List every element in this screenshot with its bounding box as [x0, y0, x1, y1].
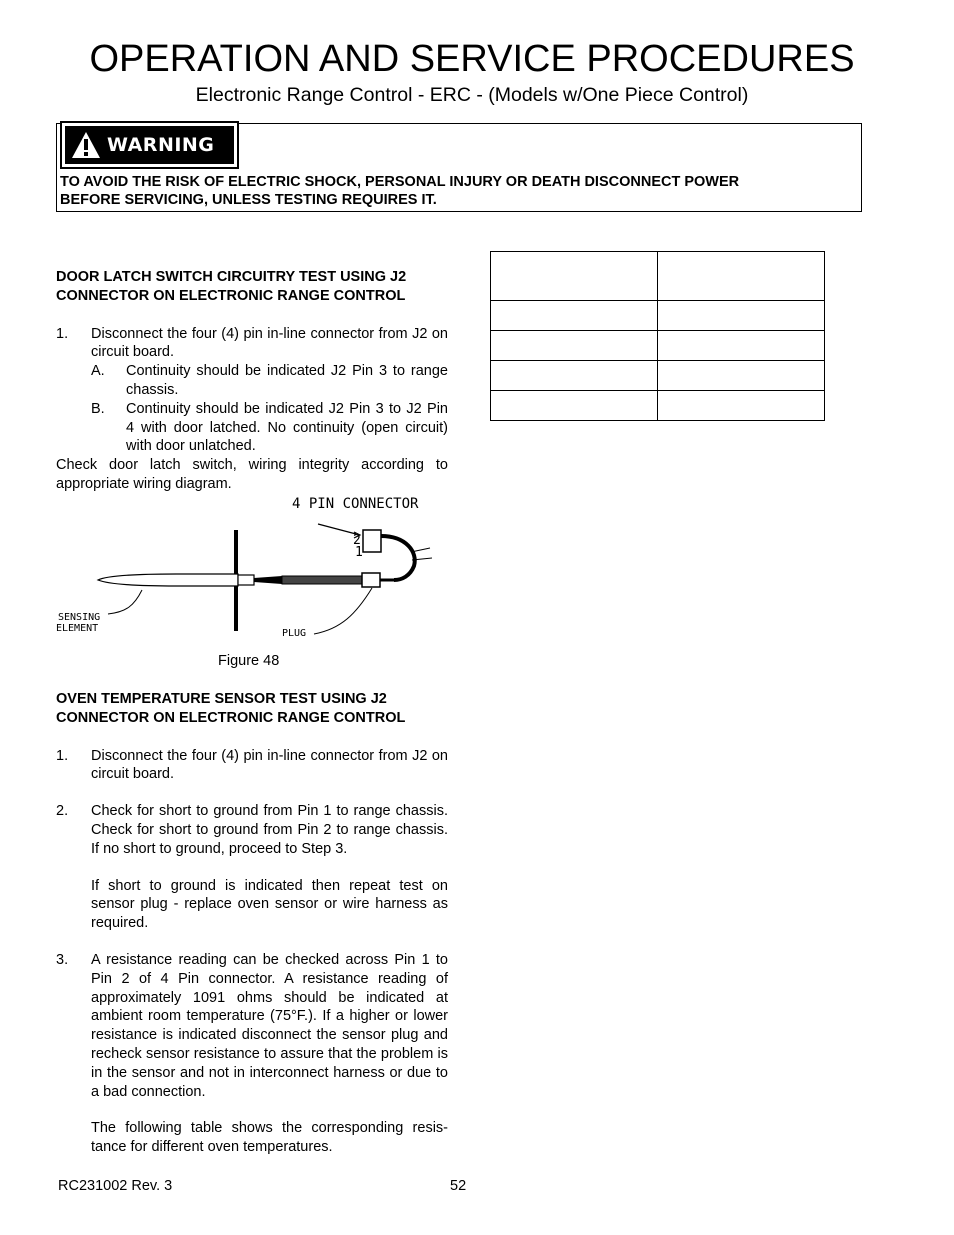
table-row — [491, 301, 825, 331]
warning-triangle-icon — [71, 131, 101, 159]
sub-letter: A. — [91, 363, 105, 380]
footer-doc-id: RC231002 Rev. 3 — [58, 1178, 173, 1194]
sub-text: Continuity should be indicated J2 Pin 3 to J2 Pin 4 with door latched. No continuity (open circuit) with door unlatched. — [126, 400, 448, 455]
warning-text — [60, 173, 850, 209]
step-text: Disconnect the four (4) pin in-line connector from J2 on circuit board. — [91, 747, 448, 783]
table-cell — [658, 361, 825, 391]
table-row — [491, 391, 825, 421]
section1-heading: DOOR LATCH SWITCH CIRCUITRY TEST USING J2 CONNECTOR ON ELECTRONIC RANGE CONTROL — [56, 269, 407, 304]
table-cell — [491, 361, 658, 391]
plug-body — [362, 573, 380, 587]
section2-heading: OVEN TEMPERATURE SENSOR TEST USING J2 CONNECTOR ON ELECTRONIC RANGE CONTROL — [56, 691, 406, 726]
table-row — [491, 331, 825, 361]
sensing-leader — [108, 590, 142, 614]
connector-leader — [318, 524, 356, 534]
warning-box — [56, 123, 862, 212]
section1-sub-b — [91, 400, 448, 456]
step-text: Disconnect the four (4) pin in-line connector from J2 on circuit board. — [91, 325, 448, 361]
step-number: 1. — [56, 747, 69, 764]
section1-sub-a — [91, 362, 448, 400]
step-text-continued: If short to ground is indicated then repeat test on sensor plug - replace oven sensor or wire harness as required. — [91, 877, 448, 932]
warning-label — [60, 121, 239, 169]
footer-page-number: 52 — [450, 1178, 467, 1194]
table-cell — [658, 301, 825, 331]
sensor-collar — [238, 575, 254, 585]
page-subtitle: Electronic Range Control - ERC - (Models w/One Piece Control) — [195, 84, 749, 106]
step-text: Check for short to ground from Pin 1 to range chassis. Check for short to ground from Pin 2 to range chassis. If no short to ground, proceed to Step 3. — [91, 803, 448, 857]
table-cell — [658, 252, 825, 301]
table-row — [491, 252, 825, 301]
section-oven-sensor — [56, 690, 448, 1157]
section2-step3 — [56, 951, 448, 1157]
sensing-element — [98, 574, 238, 586]
pin-2-label: 2 — [353, 533, 361, 548]
sensing-label: SENSING — [58, 612, 101, 623]
element-label: ELEMENT — [56, 623, 99, 634]
table-row — [491, 361, 825, 391]
resistance-table — [490, 251, 825, 421]
warning-text-line2: BEFORE SERVICING, UNLESS TESTING REQUIRES IT. — [60, 192, 437, 208]
pin-1-label: 1 — [355, 545, 363, 560]
plug-label: PLUG — [282, 628, 307, 639]
table-cell — [491, 301, 658, 331]
step-text: A resistance reading can be checked across Pin 1 to Pin 2 of 4 Pin connector. A resistance reading of approximately 1091 ohms should be indicated at ambient room temperature (75°F.). If a higher or lower resistance is indicated disconnect the sensor plug and recheck sensor resistance to assure that the problem is in the sensor and not in interconnect harness or due to a bad connection. — [91, 951, 448, 1100]
step-number: 3. — [56, 951, 69, 968]
plug-leader — [314, 588, 372, 634]
page-title: OPERATION AND SERVICE PROCEDURES — [89, 38, 855, 80]
section-door-latch — [56, 268, 448, 494]
section1-check-note: Check door latch switch, wiring integrity according to appropriate wiring diagram. — [56, 457, 448, 492]
table-cell — [491, 331, 658, 361]
table-cell — [658, 331, 825, 361]
step-text-continued: The following table shows the corresponding resis-tance for different oven temperatures. — [91, 1120, 448, 1156]
section2-step1 — [56, 747, 448, 785]
sub-text: Continuity should be indicated J2 Pin 3 to range chassis. — [126, 363, 448, 398]
section2-step2 — [56, 802, 448, 933]
table-cell — [658, 391, 825, 421]
step-number: 1. — [56, 325, 69, 342]
table-cell — [491, 252, 658, 301]
connector-body — [363, 530, 381, 552]
sub-letter: B. — [91, 400, 105, 417]
figure-caption: Figure 48 — [218, 653, 280, 669]
section1-step1 — [56, 325, 448, 363]
wire-harness — [282, 576, 362, 584]
figure-48 — [56, 494, 448, 644]
cable — [381, 536, 415, 580]
warning-text-line1: TO AVOID THE RISK OF ELECTRIC SHOCK, PERSONAL INJURY OR DEATH DISCONNECT POWER — [60, 174, 740, 190]
sensor-neck — [254, 576, 282, 584]
table-cell — [491, 391, 658, 421]
step-number: 2. — [56, 803, 69, 820]
sensor-diagram — [56, 494, 448, 644]
warning-word: WARNING — [107, 134, 215, 156]
connector-label: 4 PIN CONNECTOR — [292, 496, 419, 512]
